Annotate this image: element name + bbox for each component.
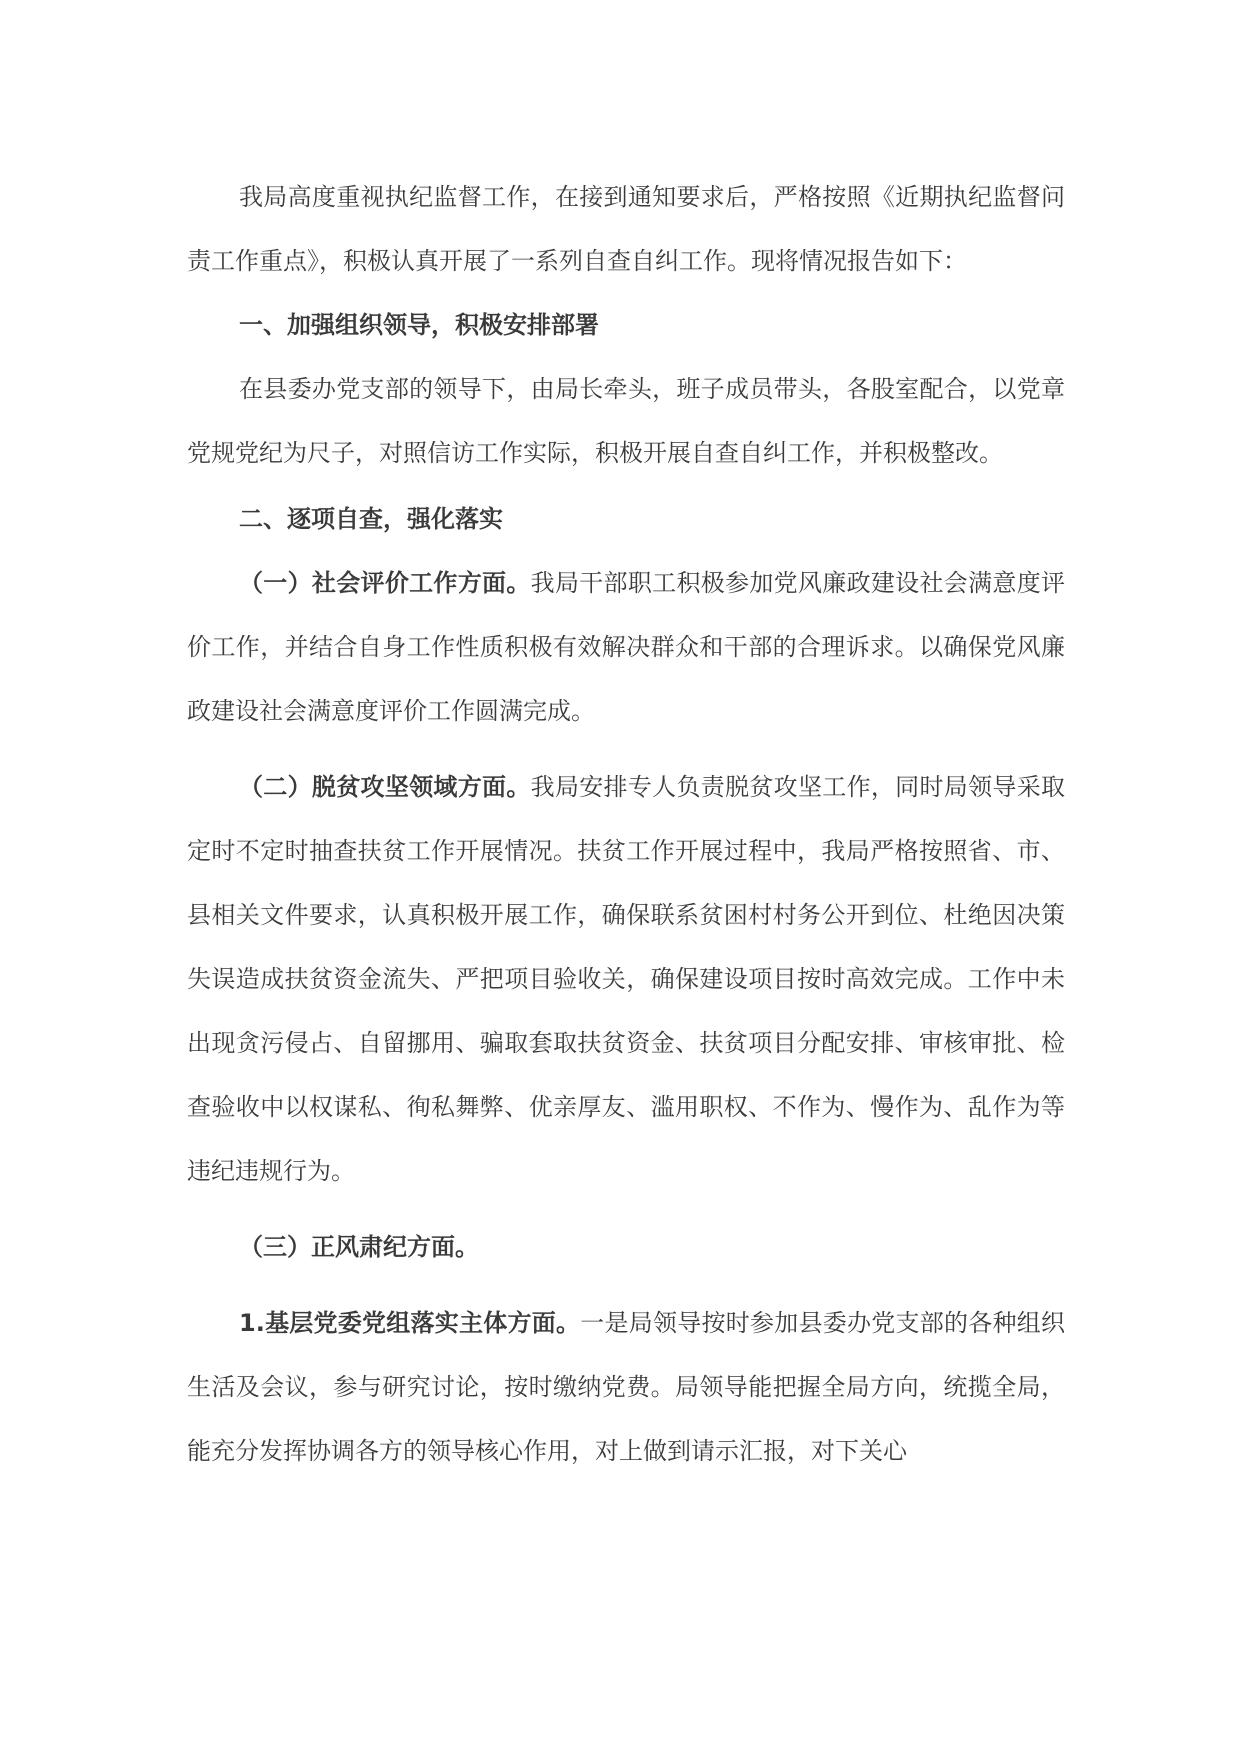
item-2-lead: （二）脱贫攻坚领域方面。 — [239, 773, 531, 801]
item-1-text: 我局干部职工积极参加党风廉政建设社会满意度评价工作，并结合自身工作性质积极有效解决群众和干部的合理诉求。以确保党风廉政建设社会满意度评价工作圆满完成。 — [187, 569, 1066, 725]
item-1-lead: （一）社会评价工作方面。 — [239, 569, 531, 597]
sub-1-text: 一是局领导按时参加县委办党支部的各种组织生活及会议，参与研究讨论，按时缴纳党费。局领导能把握全局方向，统揽全局，能充分发挥协调各方的领导核心作用，对上做到请示汇报，对下关心 — [187, 1309, 1066, 1465]
item-3-heading: （三）正风肃纪方面。 — [239, 1233, 479, 1261]
sub-1-paragraph — [187, 1291, 1065, 1483]
section-1-heading: 一、加强组织领导，积极安排部署 — [239, 311, 599, 339]
document-body — [187, 165, 1065, 1483]
item-1-paragraph — [187, 551, 1065, 743]
section-2-heading: 二、逐项自查，强化落实 — [239, 505, 503, 533]
sub-1-lead: 1.基层党委党组落实主体方面。 — [239, 1309, 581, 1337]
intro-paragraph: 我局高度重视执纪监督工作，在接到通知要求后，严格按照《近期执纪监督问责工作重点》，积极认真开展了一系列自查自纠工作。现将情况报告如下： — [187, 183, 1065, 275]
item-2-paragraph — [187, 755, 1065, 1203]
item-2-text: 我局安排专人负责脱贫攻坚工作，同时局领导采取定时不定时抽查扶贫工作开展情况。扶贫工作开展过程中，我局严格按照省、市、县相关文件要求，认真积极开展工作，确保联系贫困村村务公开到位、杜绝因决策失误造成扶贫资金流失、严把项目验收关，确保建设项目按时高效完成。工作中未出现贪污侵占、自留挪用、骗取套取扶贫资金、扶贫项目分配安排、审核审批、检查验收中以权谋私、徇私舞弊、优亲厚友、滥用职权、不作为、慢作为、乱作为等违纪违规行为。 — [187, 773, 1066, 1185]
section-1-paragraph: 在县委办党支部的领导下，由局长牵头，班子成员带头，各股室配合，以党章党规党纪为尺子，对照信访工作实际，积极开展自查自纠工作，并积极整改。 — [187, 375, 1065, 467]
